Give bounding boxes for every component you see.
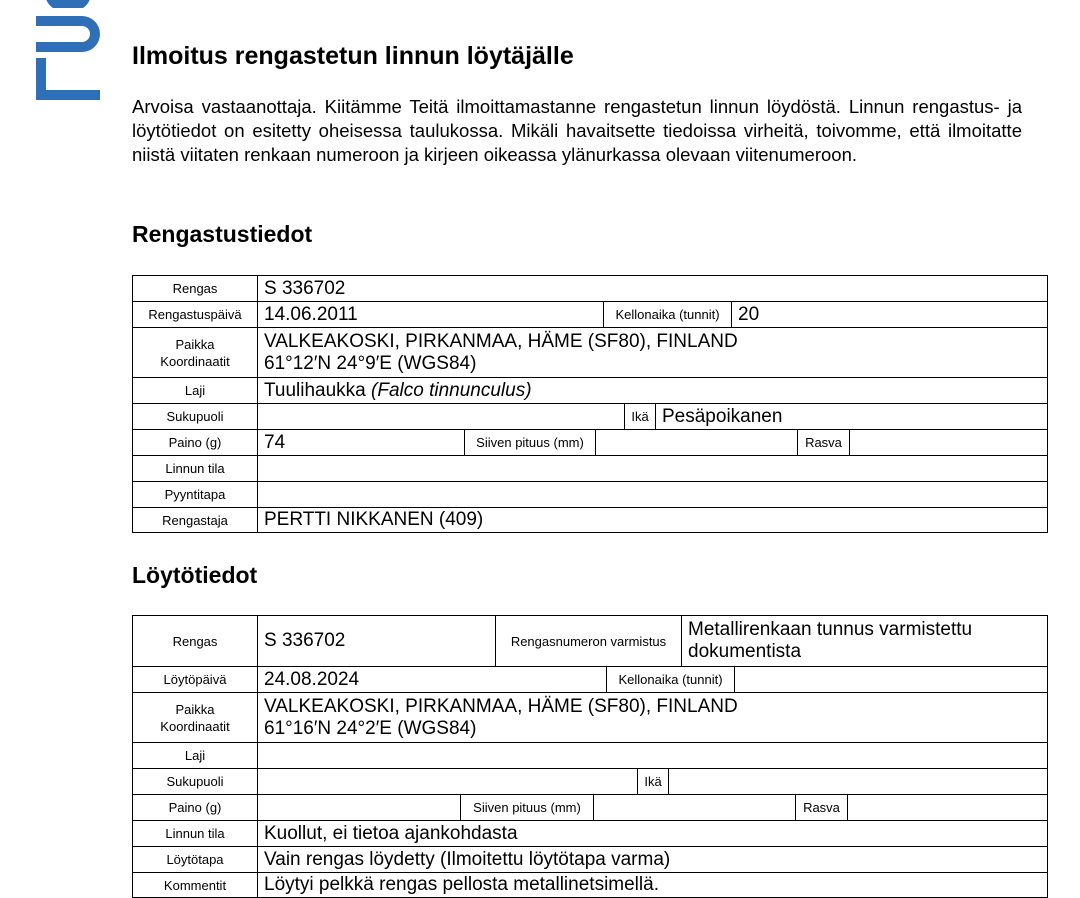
table-row — [133, 378, 1048, 404]
verify-label: Rengasnumeron varmistus — [495, 616, 681, 666]
find-wing-label: Siiven pituus (mm) — [460, 795, 593, 820]
sex-value — [258, 404, 624, 429]
ringer-label: Rengastaja — [133, 508, 258, 533]
table-row — [133, 743, 1048, 769]
luomus-logo — [33, 0, 103, 108]
table-row — [133, 693, 1048, 743]
place-label: Paikka — [175, 336, 215, 352]
table-row — [133, 873, 1048, 898]
ringing-heading: Rengastustiedot — [132, 221, 313, 247]
finding-table — [132, 615, 1048, 898]
weight-value: 74 — [264, 431, 286, 453]
ring-label: Rengas — [133, 276, 258, 302]
coords-value: 61°12′N 24°9′E (WGS84) — [264, 352, 477, 374]
species-label: Laji — [133, 378, 258, 404]
table-row — [133, 847, 1048, 873]
find-time-label: Kellonaika (tunnit) — [606, 667, 734, 692]
table-row — [133, 302, 1048, 328]
verify-value-line2: dokumentista — [688, 641, 802, 662]
fat-label: Rasva — [797, 430, 849, 455]
weight-label: Paino (g) — [133, 430, 258, 456]
find-date-label: Löytöpäivä — [133, 667, 258, 693]
age-value: Pesäpoikanen — [655, 404, 1047, 429]
comments-value: Löytyi pelkkä rengas pellosta metallinetsimellä. — [258, 873, 1048, 898]
catch-label: Pyyntitapa — [133, 482, 258, 508]
table-row — [133, 508, 1048, 533]
find-coords-value: 61°16′N 24°2′E (WGS84) — [264, 717, 477, 739]
ringing-table — [132, 275, 1048, 533]
wing-label: Siiven pituus (mm) — [464, 430, 595, 455]
coords-label: Koordinaatit — [160, 353, 230, 369]
table-row — [133, 456, 1048, 482]
find-date-value: 24.08.2024 — [264, 668, 360, 690]
find-fat-value — [847, 795, 1047, 820]
age-label: Ikä — [624, 404, 655, 429]
find-fat-label: Rasva — [795, 795, 847, 820]
method-label: Löytötapa — [133, 847, 258, 873]
find-place-value: VALKEAKOSKI, PIRKANMAA, HÄME (SF80), FINLAND — [264, 695, 738, 717]
ringing-time-label: Kellonaika (tunnit) — [603, 302, 731, 327]
fat-value — [849, 430, 1047, 455]
table-row — [133, 769, 1048, 795]
find-weight-label: Paino (g) — [133, 795, 258, 821]
place-value: VALKEAKOSKI, PIRKANMAA, HÄME (SF80), FINLAND — [264, 330, 738, 352]
table-row — [133, 482, 1048, 508]
verify-value-line1: Metallirenkaan tunnus varmistettu — [688, 619, 973, 640]
find-age-label: Ikä — [637, 769, 668, 794]
table-row — [133, 276, 1048, 302]
ringing-date-value: 14.06.2011 — [264, 303, 358, 325]
table-row — [133, 430, 1048, 456]
ringing-date-label: Rengastuspäivä — [133, 302, 258, 328]
intro-paragraph: Arvoisa vastaanottaja. Kiitämme Teitä ilmoittamastanne rengastetun linnun löydöstä. Linnun rengastus- ja löytötiedot on esitetty oheisessa taulukossa. Mikäli havaitsette tiedoissa virheitä, toivomme, että ilmoitatte niistä viitaten renkaan numeroon ja kirjeen oikeassa ylänurkassa olevaan viitenumeroon. — [132, 96, 1022, 165]
catch-value — [258, 482, 1048, 508]
find-wing-value — [593, 795, 795, 820]
table-row — [133, 404, 1048, 430]
find-coords-label: Koordinaatit — [160, 718, 230, 734]
table-row — [133, 795, 1048, 821]
sex-label: Sukupuoli — [133, 404, 258, 430]
species-latin-value: (Falco tinnunculus) — [371, 379, 532, 401]
page-title: Ilmoitus rengastetun linnun löytäjälle — [132, 42, 574, 70]
wing-value — [595, 430, 797, 455]
find-condition-value: Kuollut, ei tietoa ajankohdasta — [258, 821, 1048, 847]
find-species-label: Laji — [133, 743, 258, 769]
find-place-label: Paikka — [175, 701, 215, 717]
table-row — [133, 616, 1048, 667]
find-time-value — [734, 667, 1047, 692]
find-age-value — [668, 769, 1047, 794]
finding-heading: Löytötiedot — [132, 562, 258, 588]
table-row — [133, 667, 1048, 693]
find-ring-value: S 336702 — [264, 630, 346, 651]
table-row — [133, 821, 1048, 847]
comments-label: Kommentit — [133, 873, 258, 898]
find-sex-label: Sukupuoli — [133, 769, 258, 795]
find-weight-value — [258, 795, 460, 820]
find-species-value — [258, 743, 1048, 769]
find-ring-label: Rengas — [133, 616, 258, 667]
find-condition-label: Linnun tila — [133, 821, 258, 847]
condition-value — [258, 456, 1048, 482]
find-sex-value — [258, 769, 637, 794]
table-row — [133, 328, 1048, 378]
ring-value: S 336702 — [258, 276, 1048, 302]
species-value: Tuulihaukka — [264, 379, 372, 401]
ringing-time-value: 20 — [731, 302, 1047, 327]
condition-label: Linnun tila — [133, 456, 258, 482]
method-value: Vain rengas löydetty (Ilmoitettu löytötapa varma) — [258, 847, 1048, 873]
ringer-value: PERTTI NIKKANEN (409) — [258, 508, 1048, 533]
